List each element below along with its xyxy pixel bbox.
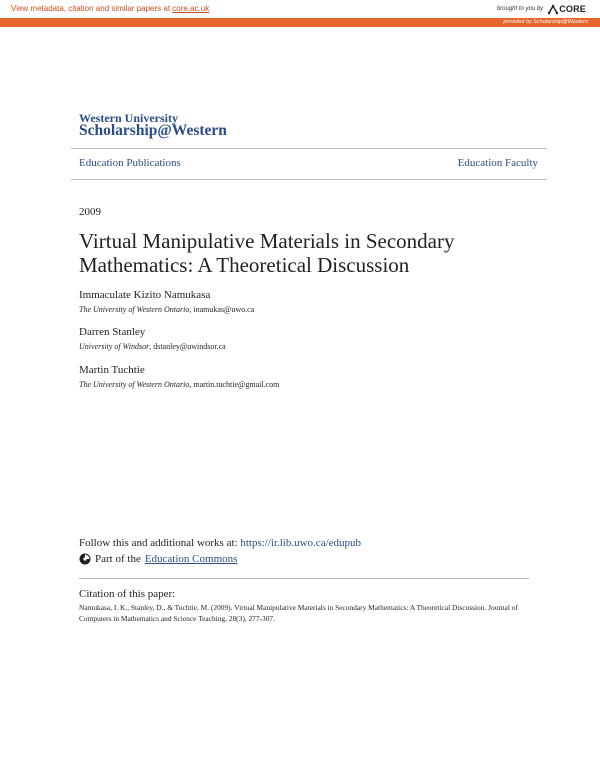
affiliation-institution: University of Windsor <box>79 342 150 351</box>
follow-line <box>79 537 361 549</box>
core-logo-icon <box>547 3 559 15</box>
citation-divider <box>79 578 529 579</box>
affiliation-email: , martin.tuchtie@gmail.com <box>189 380 280 389</box>
follow-label: Follow this and additional works at: <box>79 537 241 549</box>
core-link[interactable]: core.ac.uk <box>172 4 210 13</box>
header-divider-top <box>71 148 547 149</box>
citation-heading: Citation of this paper: <box>79 588 176 600</box>
core-logo-text: CORE <box>559 4 586 14</box>
author-name: Immaculate Kizito Namukasa <box>79 289 211 301</box>
paper-title: Virtual Manipulative Materials in Secondary Mathematics: A Theoretical Discussion <box>79 229 455 277</box>
nav-education-publications[interactable]: Education Publications <box>79 157 181 169</box>
provided-by: provided by Scholarship@Western <box>503 19 588 25</box>
publication-year: 2009 <box>79 206 101 218</box>
affiliation-institution: The University of Western Ontario <box>79 380 190 389</box>
author-name: Darren Stanley <box>79 326 146 338</box>
core-brand <box>497 3 586 15</box>
core-orange-bar <box>0 18 600 27</box>
repository-name[interactable]: Scholarship@Western <box>79 122 227 139</box>
core-metadata-text: View metadata, citation and similar papers at <box>11 4 171 13</box>
repository-university: Western University <box>79 111 178 125</box>
commons-network-icon <box>79 553 91 565</box>
core-metadata-notice <box>11 4 209 13</box>
citation-text: Namukasa, I. K., Stanley, D., & Tuchtie, M. (2009). Virtual Manipulative Materials in Secondary Mathematics: A Theoretical Discussion. Journal of Computers in Mathematics and Science Teaching, 28(3), 277-307. <box>79 603 518 623</box>
education-commons-link[interactable]: Education Commons <box>144 553 238 565</box>
core-logo[interactable] <box>547 3 586 15</box>
part-of-label: Part of the <box>95 553 141 565</box>
follow-url-link[interactable]: https://ir.lib.uwo.ca/edupub <box>240 537 362 549</box>
nav-education-faculty[interactable]: Education Faculty <box>457 157 538 169</box>
author-affiliation <box>79 342 226 351</box>
author-affiliation <box>79 380 279 389</box>
affiliation-email: , dstanley@uwindsor.ca <box>149 342 226 351</box>
affiliation-email: , inamukas@uwo.ca <box>189 305 255 314</box>
affiliation-institution: The University of Western Ontario <box>79 305 190 314</box>
brought-to-you-by: brought to you by <box>496 6 544 12</box>
author-affiliation <box>79 305 254 314</box>
part-of-line <box>79 553 237 565</box>
core-banner <box>0 0 600 18</box>
author-name: Martin Tuchtie <box>79 364 145 376</box>
header-divider-bottom <box>71 179 547 180</box>
